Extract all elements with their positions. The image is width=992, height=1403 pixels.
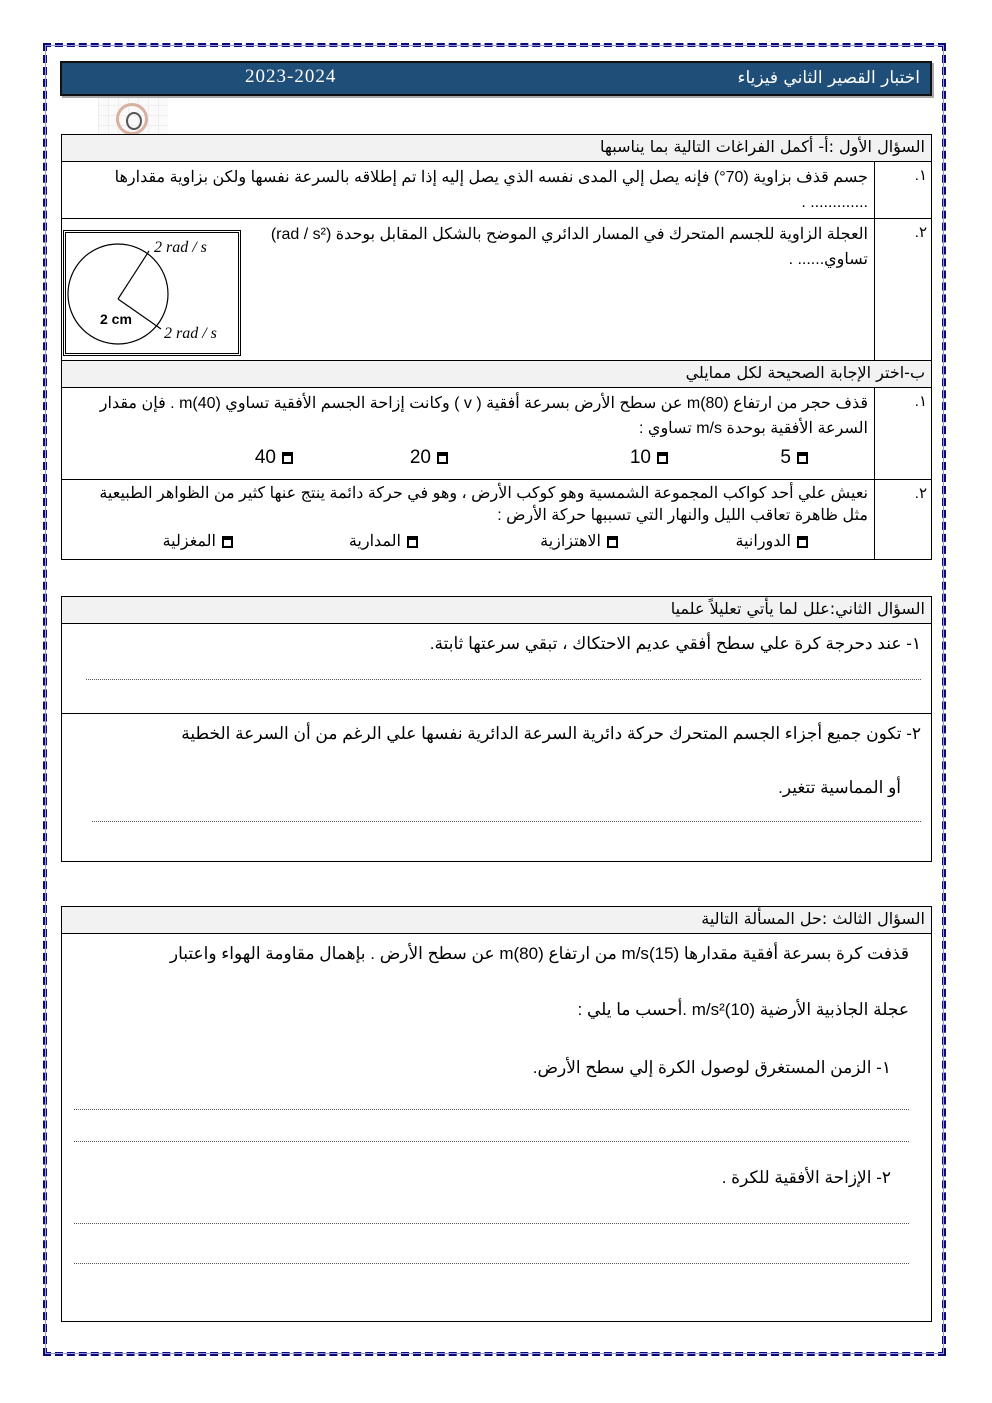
question-3-table: [61, 906, 932, 1322]
item-number: ١.: [875, 388, 932, 480]
mcq-item-2-options: [68, 531, 868, 553]
circular-path-figure: [63, 230, 241, 356]
mcq-item-1: [62, 388, 875, 480]
fill-blank-item-1: جسم قذف بزاوية (70°) فإنه يصل إلي المدى نفسه الذي يصل إليه إذا تم إطلاقه بالسرعة نفسها ولكن بزاوية مقدارها ............. .: [62, 162, 875, 219]
top-angular-velocity-label: 2 rad / s: [154, 239, 207, 256]
problem-body: [62, 934, 932, 1322]
checkbox-icon[interactable]: [407, 536, 418, 548]
reasoning-item-1-text: ١- عند دحرجة كرة علي سطح أفقي عديم الاحتكاك ، تبقي سرعتها ثابتة.: [429, 634, 921, 653]
checkbox-icon[interactable]: [797, 452, 808, 464]
item-number: ٢.: [875, 219, 932, 361]
problem-line-1: قذفت كرة بسرعة أفقية مقدارها (15)m/s من ارتفاع (80)m عن سطح الأرض . بإهمال مقاومة الهواء واعتبار: [169, 944, 909, 963]
answer-line[interactable]: [86, 678, 921, 680]
mcq-item-1-text: قذف حجر من ارتفاع (80)m عن سطح الأرض بسرعة أفقية ( v ) وكانت إزاحة الجسم الأفقية تساوي (40)m . فإن مقدار السرعة الأفقية بوحدة m/s تساوي :: [99, 395, 868, 437]
option-10[interactable]: 10: [448, 445, 668, 470]
checkbox-icon[interactable]: [607, 536, 618, 548]
checkbox-icon[interactable]: [657, 452, 668, 464]
option-20[interactable]: 20: [293, 445, 448, 470]
checkbox-icon[interactable]: [437, 452, 448, 464]
logo-emblem-icon: [116, 103, 148, 135]
exam-title: اختبار القصير الثاني فيزياء: [737, 68, 920, 88]
option-5[interactable]: 5: [668, 445, 808, 470]
option-spin[interactable]: المغزلية: [163, 531, 233, 553]
sub-question-1: ١- الزمن المستغرق لوصول الكرة إلي سطح الأرض.: [532, 1058, 891, 1077]
answer-line[interactable]: [74, 1222, 909, 1224]
item-number: ٢.: [875, 480, 932, 560]
option-rotational[interactable]: الدورانية: [618, 531, 808, 553]
answer-line[interactable]: [74, 1262, 909, 1264]
question-3-heading: السؤال الثالث :حل المسألة التالية: [62, 907, 932, 934]
academic-year: 2023-2024: [245, 66, 337, 87]
mcq-item-2-text: نعيش علي أحد كواكب المجموعة الشمسية وهو كوكب الأرض ، وهو في حركة دائمة ينتج عنها كثير من الظواهر الطبيعية مثل ظاهرة تعاقب الليل والنهار التي تسببها حركة الأرض :: [99, 485, 868, 524]
question-1-heading: السؤال الأول :أ- أكمل الفراغات التالية بما يناسبها: [62, 135, 932, 162]
answer-line[interactable]: [74, 1108, 909, 1110]
answer-line[interactable]: [74, 1140, 909, 1142]
checkbox-icon[interactable]: [282, 452, 293, 464]
mcq-item-2: [62, 480, 875, 560]
option-vibrational[interactable]: الاهتزازية: [418, 531, 618, 553]
checkbox-icon[interactable]: [222, 536, 233, 548]
question-2-heading: السؤال الثاني:علل لما يأتي تعليلاً علميا: [62, 597, 932, 624]
radius-label: 2 cm: [100, 311, 132, 327]
reasoning-item-1: [62, 624, 932, 714]
option-40[interactable]: 40: [255, 445, 293, 470]
mcq-heading: ب-اختر الإجابة الصحيحة لكل ممايلي: [62, 361, 932, 388]
problem-line-2: عجلة الجاذبية الأرضية (10)m/s² .أحسب ما يلي :: [577, 1000, 909, 1019]
fill-blank-item-2-text: العجلة الزاوية للجسم المتحرك في المسار الدائري الموضح بالشكل المقابل بوحدة (rad / s²) تساوي...... .: [270, 226, 868, 268]
answer-line[interactable]: [92, 820, 921, 822]
sub-question-2: ٢- الإزاحة الأفقية للكرة .: [721, 1168, 891, 1187]
reasoning-item-2: [62, 714, 932, 862]
question-2-table: [61, 596, 932, 862]
reasoning-item-2-text: ٢- تكون جميع أجزاء الجسم المتحرك حركة دائرية السرعة الدائرية نفسها علي الرغم من أن السرعة الخطية: [181, 724, 921, 743]
item-number: ١.: [875, 162, 932, 219]
bottom-angular-velocity-label: 2 rad / s: [164, 325, 217, 342]
reasoning-item-2-text-cont: أو المماسية تتغير.: [778, 778, 901, 797]
option-orbital[interactable]: المدارية: [233, 531, 418, 553]
checkbox-icon[interactable]: [797, 536, 808, 548]
mcq-item-1-options: [68, 445, 868, 470]
title-bar: [60, 61, 932, 96]
